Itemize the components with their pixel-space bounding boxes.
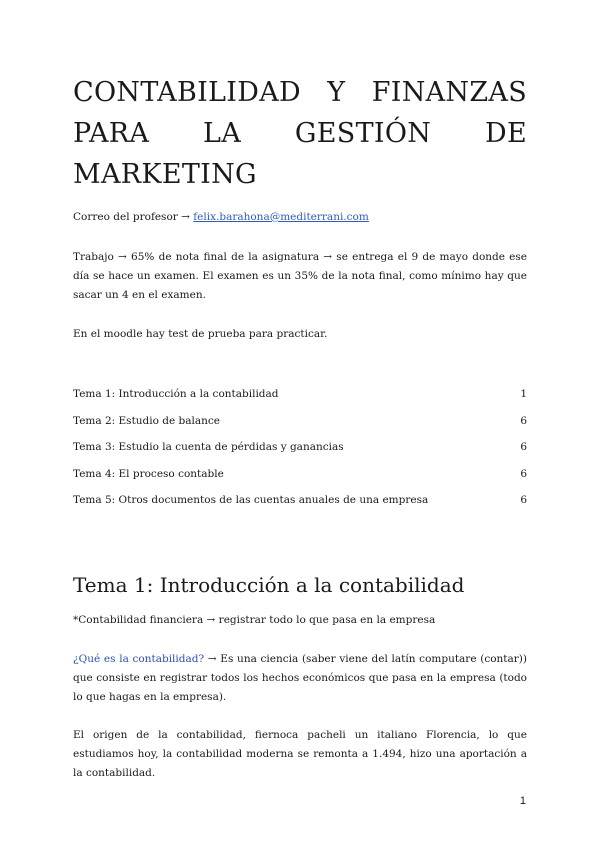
definition-paragraph [73, 650, 527, 707]
toc-label: Tema 4: El proceso contable [73, 467, 224, 480]
title-line-2: PARA LA GESTIÓN DE [73, 118, 527, 149]
origin-paragraph: El origen de la contabilidad, fiernoca pacheli un italiano Florencia, lo que estudiamos hoy, la contabilidad moderna se remonta a 1.494, hizo una aportación a la contabilidad. [73, 729, 527, 779]
trabajo-paragraph: Trabajo → 65% de nota final de la asignatura → se entrega el 9 de mayo donde ese día se hace un examen. El examen es un 35% de la nota final, como mínimo hay que sacar un 4 en el examen. [73, 251, 527, 301]
note-paragraph: *Contabilidad financiera → registrar todo lo que pasa en la empresa [73, 614, 436, 626]
toc-page: 1 [520, 388, 527, 400]
toc-page: 6 [520, 494, 527, 507]
toc-page: 6 [520, 467, 527, 480]
toc-label: Tema 1: Introducción a la contabilidad [73, 388, 279, 400]
professor-contact [73, 208, 527, 227]
professor-email-link[interactable]: felix.barahona@mediterrani.com [193, 211, 369, 223]
toc-item[interactable] [73, 411, 527, 438]
section-heading: Tema 1: Introducción a la contabilidad [73, 573, 465, 597]
toc-label: Tema 3: Estudio la cuenta de pérdidas y ganancias [73, 441, 344, 454]
title-line-1: CONTABILIDAD Y FINANZAS [73, 77, 527, 108]
page-number: 1 [519, 795, 526, 807]
table-of-contents [73, 384, 527, 517]
title-line-3: MARKETING [73, 159, 257, 190]
toc-page: 6 [520, 414, 527, 427]
contact-prefix: Correo del profesor → [73, 211, 194, 223]
definition-question: ¿Qué es la contabilidad? [73, 653, 205, 665]
toc-page: 6 [520, 441, 527, 454]
moodle-paragraph: En el moodle hay test de prueba para practicar. [73, 328, 328, 340]
toc-label: Tema 2: Estudio de balance [73, 414, 221, 427]
toc-item[interactable] [73, 437, 527, 464]
document-title [73, 72, 527, 195]
toc-item[interactable] [73, 464, 527, 491]
toc-item[interactable] [73, 384, 527, 411]
toc-label: Tema 5: Otros documentos de las cuentas anuales de una empresa [73, 494, 429, 507]
toc-item[interactable] [73, 490, 527, 517]
definition-answer: → Es una ciencia (saber viene del latín computare (contar)) que consiste en registrar todos los hechos económicos que pasa en la empresa (todo lo que hagas en la empresa). [73, 653, 527, 703]
